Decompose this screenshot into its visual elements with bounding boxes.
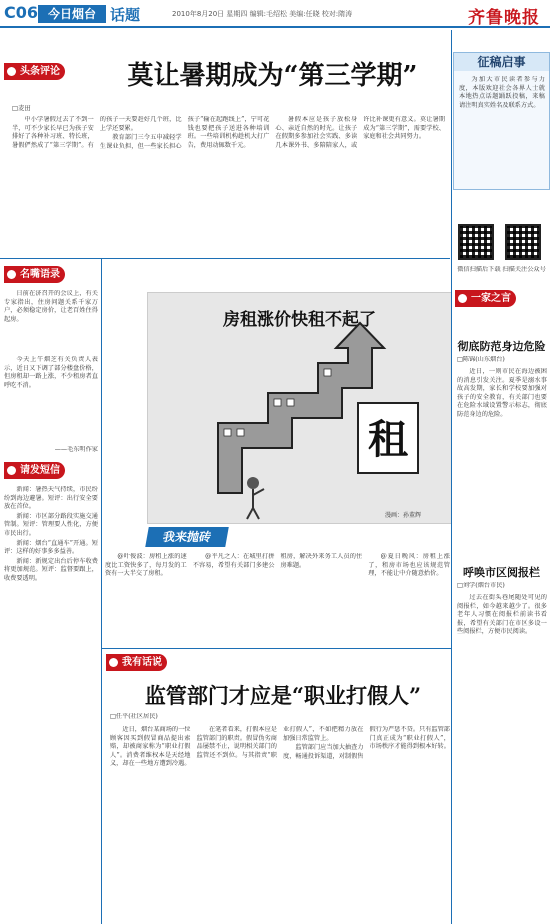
page-header <box>0 0 550 28</box>
left-quote-tag: 名嘴语录 <box>4 266 65 283</box>
qr-caption: 微信扫描后下载 扫描关注公众号 <box>457 266 546 273</box>
comment: @平凡之人：在城里打拼不容易，希望有关部门多建公租房，解决外来务工人员的住房难题。 <box>192 553 363 569</box>
bottom-article-body <box>110 726 450 918</box>
svg-text:租: 租 <box>368 416 408 463</box>
rent-arrow-building-icon <box>148 293 452 524</box>
essay1-byline: □陈锦(山东烟台) <box>457 356 505 363</box>
top-article-body <box>12 116 445 254</box>
essay1-body <box>457 368 547 558</box>
speak-badge: 我来抛砖 <box>145 527 229 547</box>
paragraph: 过去在街头巷尾随处可见的阅报栏，如今越来越少了。很多老年人习惯在阅报栏前读书看报，希望有关部门在市区多设一些阅报栏，方便市民阅读。 <box>457 594 547 636</box>
edition-label: 今日烟台 <box>38 5 106 23</box>
paragraph: 中小学暑假过去了不到一半，可不少家长早已为孩子安排好了各种补习班、特长班，暑假俨然成了“第三学期”。有的孩子一天要赶好几个班，比上学还要累。 <box>12 116 182 149</box>
comment: @夏日晚风：房租上涨了，租房市场也应该规范管理，不能让中介随意抬价。 <box>368 553 450 578</box>
column-divider <box>101 258 102 924</box>
sms-item: 新闻：市区部分路段实施交通管制。短评：管理要人性化，方便市民出行。 <box>4 512 98 537</box>
essay2-title: 呼唤市区阅报栏 <box>463 566 540 579</box>
left-sms-list <box>4 486 98 916</box>
sms-item: 新闻：烟台“直通车”开通。短评：这样的好事多多益善。 <box>4 539 98 556</box>
essay1-title: 彻底防范身边危险 <box>457 340 546 353</box>
reader-comments <box>105 553 450 638</box>
cartoon-caption: 房租涨价快租不起了 <box>223 310 376 330</box>
qr-code-icon <box>505 224 541 260</box>
paragraph: 今天上午烟芝有关负责人表示，近日又下调了部分楼盘价格，但房租却一路上涨，不少租房者直呼吃不消。 <box>4 356 98 389</box>
sms-item: 新闻：暑热天气持续，市民纷纷到海边避暑。短评：出行安全要放在首位。 <box>4 486 98 511</box>
comment: @叶俊波：房租上涨的速度比工资快多了，每月发的工资有一大半交了房租。 <box>105 553 187 578</box>
header-info: 2010年8月20日 星期四 编辑:毛绍松 美编:任晓 校对:隋涛 <box>172 10 353 18</box>
call-for-papers-text <box>459 76 545 186</box>
right-essay-tag: 一家之言 <box>455 290 516 307</box>
page-number: C06 <box>4 3 39 22</box>
left-quote-text <box>4 290 98 350</box>
call-for-papers-box <box>453 52 550 190</box>
bottom-article-headline: 监管部门才应是“职业打假人” <box>144 683 422 708</box>
left-sms-tag: 请发短信 <box>4 462 65 479</box>
paragraph: 近日，烟台某商场的一位顾客因买到假冒商品提出索赔，却被商家称为“职业打假人”。消费者维权本是天经地义，却在一些地方遭到冷遇。 <box>110 726 191 768</box>
paragraph: 暑假本应是孩子放松身心、亲近自然的时光。让孩子在假期多参加社会实践、多读几本课外书、多陪陪家人，或许比补课更有意义。莫让暑期成为“第三学期”，需要学校、家庭和社会共同努力。 <box>275 116 445 149</box>
top-article-tag: 头条评论 <box>4 63 65 80</box>
divider <box>102 648 452 649</box>
paragraph: 教育部门三令五申减轻学生课业负担，但一些家长担心孩子“输在起跑线上”，宁可花钱也要把孩子送进各种培训班。一些培训机构趁机大打广告，费用动辄数千元。 <box>99 116 270 150</box>
bottom-article-tag: 我有话说 <box>106 654 167 671</box>
paragraph: 日前在济召开的会议上，有关专家指出，住房问题关系千家万户，必须稳定房价，让老百姓住得起房。 <box>4 290 98 323</box>
sms-item: 新闻：新规定出台后停车收费将更加规范。短评：监督要跟上，收费要透明。 <box>4 557 98 582</box>
cartoon-illustration <box>147 292 452 524</box>
divider <box>0 258 450 259</box>
call-for-papers-title: 征稿启事 <box>454 53 549 71</box>
paragraph: 监管部门应当加大抽查力度，畅通投诉渠道，对制假售假行为严惩不贷。只有监管部门真正成为“职业打假人”，市场秩序才能得到根本好转。 <box>283 726 450 760</box>
essay2-body <box>457 594 547 916</box>
paragraph: 在笔者看来，打假本应是监管部门的职责。假冒伪劣商品屡禁不止，说明相关部门的监管还不到位。与其指责“职业打假人”，不如把精力放在加强日常监管上。 <box>196 726 364 759</box>
top-article-headline: 莫让暑期成为“第三学期” <box>127 61 418 91</box>
paragraph: 为加大市民读者参与力度，本版欢迎社会各界人士就本地热点话题踊跃投稿，来稿请注明真实姓名及联系方式。 <box>459 76 545 109</box>
section-label: 话题 <box>110 6 141 24</box>
essay2-byline: □刘学(烟台市民) <box>457 582 505 589</box>
column-divider <box>451 30 452 924</box>
bottom-article-byline: □任平(社区居民) <box>110 713 158 720</box>
cartoon-credit: 漫画：孙董辉 <box>384 512 421 519</box>
top-article-byline: □麦田 <box>12 104 31 112</box>
quote-signature: ——毛东明作家 <box>54 446 98 453</box>
paragraph: 近日，一则市民在海边被困的消息引发关注。夏季是溺水事故高发期，家长和学校要加强对孩子的安全教育，有关部门也要在危险水域设置警示标志，彻底防范身边的危险。 <box>457 368 547 418</box>
left-quote-text-2 <box>4 356 98 440</box>
qr-code-icon <box>458 224 494 260</box>
newspaper-logo: 齐鲁晚报 <box>468 8 540 28</box>
